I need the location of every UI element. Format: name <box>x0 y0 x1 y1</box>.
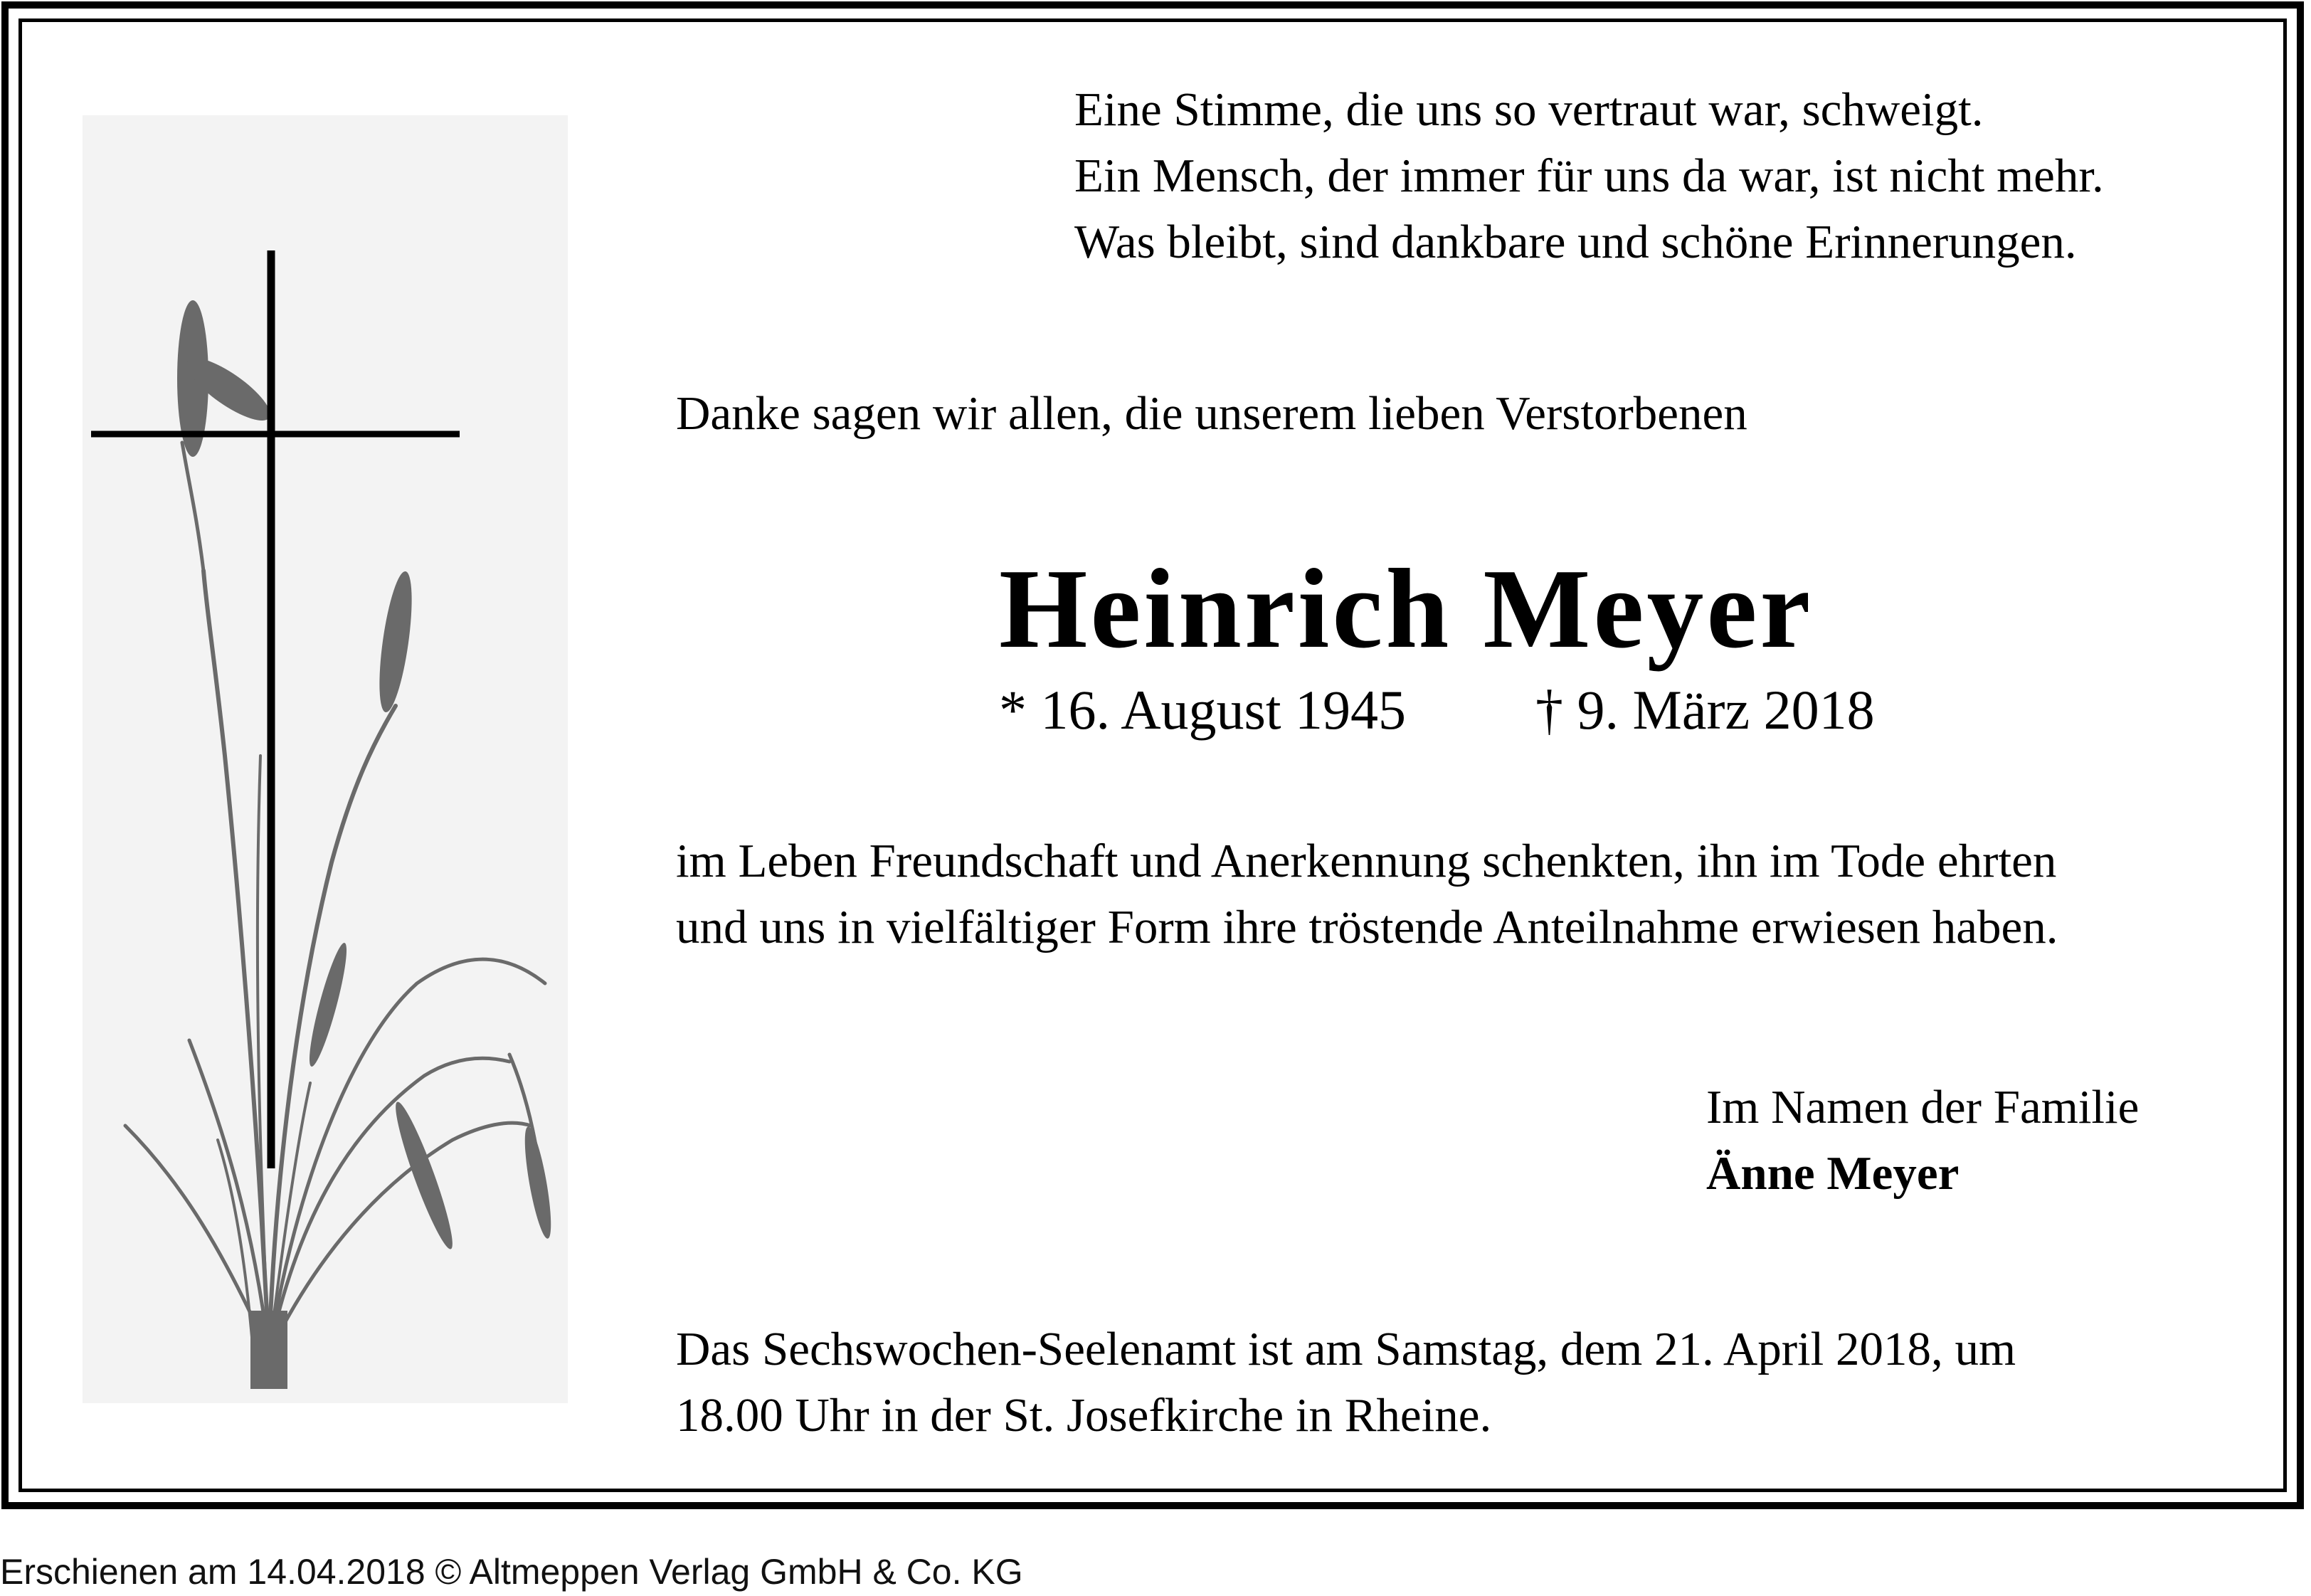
verse <box>1074 77 2104 275</box>
cross-reed-illustration <box>83 115 568 1403</box>
service-notice <box>676 1316 2016 1449</box>
service-line: Das Sechswochen-Seelenamt ist am Samstag, dem 21. April 2018, um <box>676 1323 2016 1375</box>
deceased-name: Heinrich Meyer <box>999 545 1814 672</box>
family-signature <box>1706 1074 2139 1207</box>
verse-line: Eine Stimme, die uns so vertraut war, schweigt. <box>1074 83 1984 136</box>
body-text <box>676 828 2058 961</box>
service-line: 18.00 Uhr in der St. Josefkirche in Rheine. <box>676 1389 1492 1442</box>
death-date: † 9. März 2018 <box>1535 679 1875 741</box>
publication-footer: Erschienen am 14.04.2018 © Altmeppen Verlag GmbH & Co. KG <box>0 1552 1023 1592</box>
signature-intro: Im Namen der Familie <box>1706 1081 2140 1133</box>
signature-name: Änne Meyer <box>1706 1147 1960 1200</box>
birth-date: * 16. August 1945 <box>999 679 1407 741</box>
verse-line: Was bleibt, sind dankbare und schöne Erinnerungen. <box>1074 216 2077 268</box>
verse-line: Ein Mensch, der immer für uns da war, ist nicht mehr. <box>1074 149 2104 202</box>
body-line: im Leben Freundschaft und Anerkennung schenkten, ihn im Tode ehrten <box>676 835 2057 887</box>
body-line: und uns in vielfältiger Form ihre tröstende Anteilnahme erwiesen haben. <box>676 901 2058 953</box>
thanks-line: Danke sagen wir allen, die unserem lieben Verstorbenen <box>676 387 1747 440</box>
